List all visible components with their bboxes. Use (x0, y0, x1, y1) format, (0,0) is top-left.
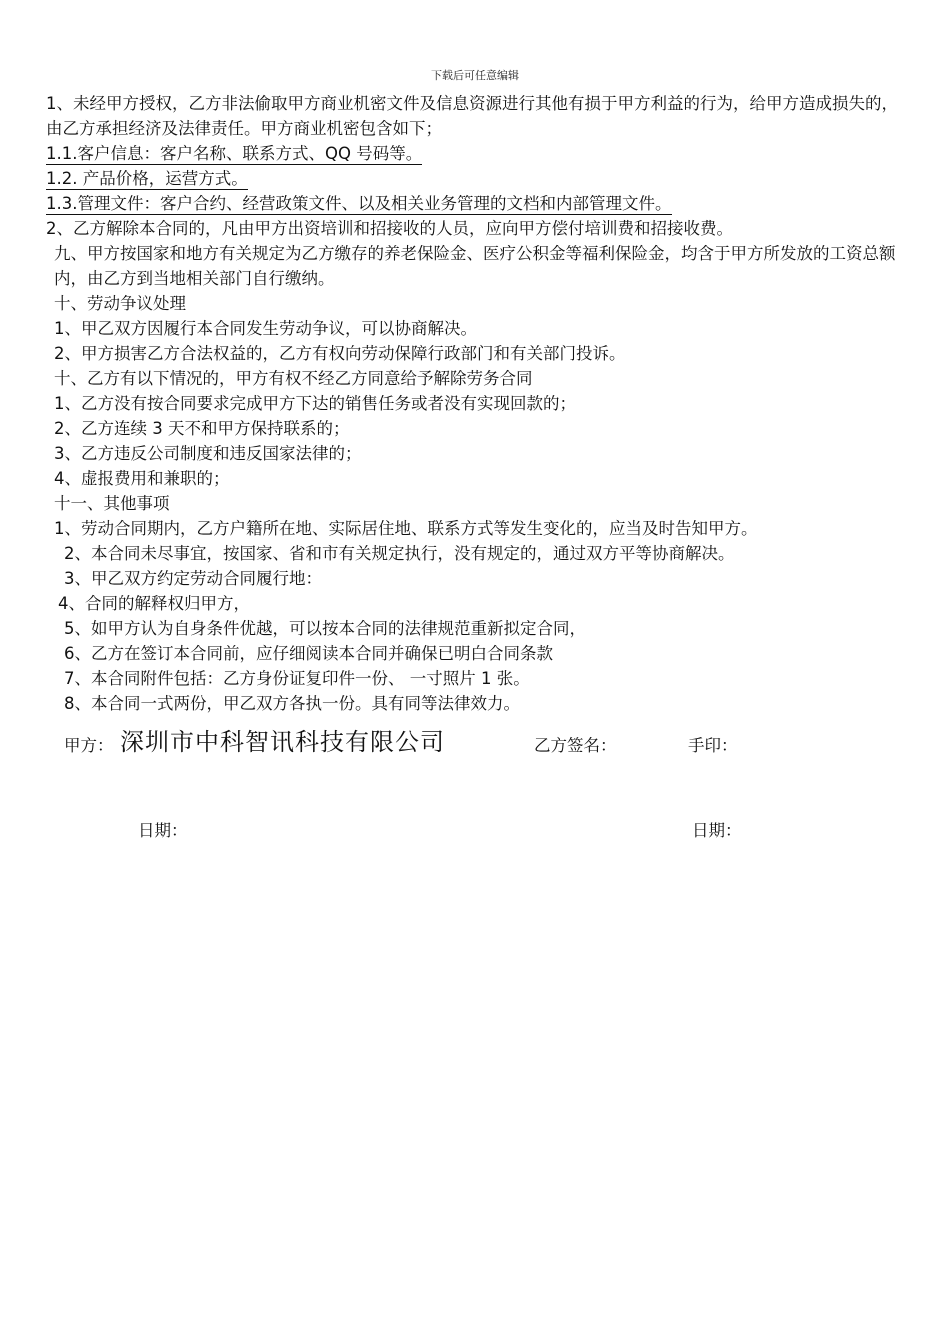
party-a-date-label: 日期： (138, 821, 188, 840)
header-note: 下载后可任意编辑 (431, 69, 519, 82)
section-10-item-2: 2、甲方损害乙方合法权益的，乙方有权向劳动保障行政部门和有关部门投诉。 (54, 344, 626, 363)
section-10b-item-3: 3、乙方违反公司制度和违反国家法律的； (54, 444, 362, 463)
handprint-label: 手印： (688, 736, 738, 755)
section-10b-item-1: 1、乙方没有按合同要求完成甲方下达的销售任务或者没有实现回款的； (54, 394, 576, 413)
clause-1-1-text: 1.1.客户信息：客户名称、联系方式、QQ 号码等。 (46, 144, 423, 163)
section-10b-item-2: 2、乙方连续 3 天不和甲方保持联系的； (54, 419, 350, 438)
clause-1-3 (46, 191, 906, 216)
clause-2: 2、乙方解除本合同的，凡由甲方出资培训和招接收的人员，应向甲方偿付培训费和招接收费。 (46, 219, 733, 238)
section-10b-heading: 十、乙方有以下情况的，甲方有权不经乙方同意给予解除劳务合同 (54, 369, 533, 388)
section-11-heading: 十一、其他事项 (54, 494, 170, 513)
clause-1-2-text: 1.2. 产品价格，运营方式。 (46, 169, 248, 188)
section-10b-item-4: 4、虚报费用和兼职的； (54, 469, 230, 488)
section-11-item-6: 6、乙方在签订本合同前，应仔细阅读本合同并确保已明白合同条款 (64, 644, 553, 663)
party-b-date-label: 日期： (692, 821, 742, 840)
section-9: 九、甲方按国家和地方有关规定为乙方缴存的养老保险金、医疗公积金等福利保险金，均含于甲方所发放的工资总额内，由乙方到当地相关部门自行缴纳。 (54, 244, 896, 288)
contract-body (46, 91, 906, 716)
party-a-label: 甲方： (64, 736, 114, 755)
section-10-heading: 十、劳动争议处理 (54, 294, 186, 313)
signature-row (64, 722, 884, 758)
section-11-item-7: 7、本合同附件包括：乙方身份证复印件一份、 一寸照片 1 张。 (64, 669, 530, 688)
section-10-item-1: 1、甲乙双方因履行本合同发生劳动争议，可以协商解决。 (54, 319, 477, 338)
party-a-company: 深圳市中科智讯科技有限公司 (120, 728, 445, 756)
clause-1-1 (46, 141, 906, 166)
clause-1: 1、未经甲方授权，乙方非法偷取甲方商业机密文件及信息资源进行其他有损于甲方利益的行为，给甲方造成损失的，由乙方承担经济及法律责任。甲方商业机密包含如下； (46, 94, 898, 138)
section-11-item-4: 4、合同的解释权归甲方， (58, 594, 250, 613)
clause-1-2 (46, 166, 906, 191)
section-11-item-2: 2、本合同未尽事宜，按国家、省和市有关规定执行，没有规定的，通过双方平等协商解决。 (64, 544, 735, 563)
section-11-item-8: 8、本合同一式两份，甲乙双方各执一份。具有同等法律效力。 (64, 694, 520, 713)
party-b-signature-label: 乙方签名： (534, 736, 617, 755)
section-11-item-5: 5、如甲方认为自身条件优越，可以按本合同的法律规范重新拟定合同， (64, 619, 586, 638)
clause-1-3-text: 1.3.管理文件：客户合约、经营政策文件、以及相关业务管理的文档和内部管理文件。 (46, 194, 672, 213)
section-11-item-1: 1、劳动合同期内，乙方户籍所在地、实际居住地、联系方式等发生变化的，应当及时告知甲方。 (54, 519, 758, 538)
section-11-item-3: 3、甲乙双方约定劳动合同履行地： (64, 569, 322, 588)
